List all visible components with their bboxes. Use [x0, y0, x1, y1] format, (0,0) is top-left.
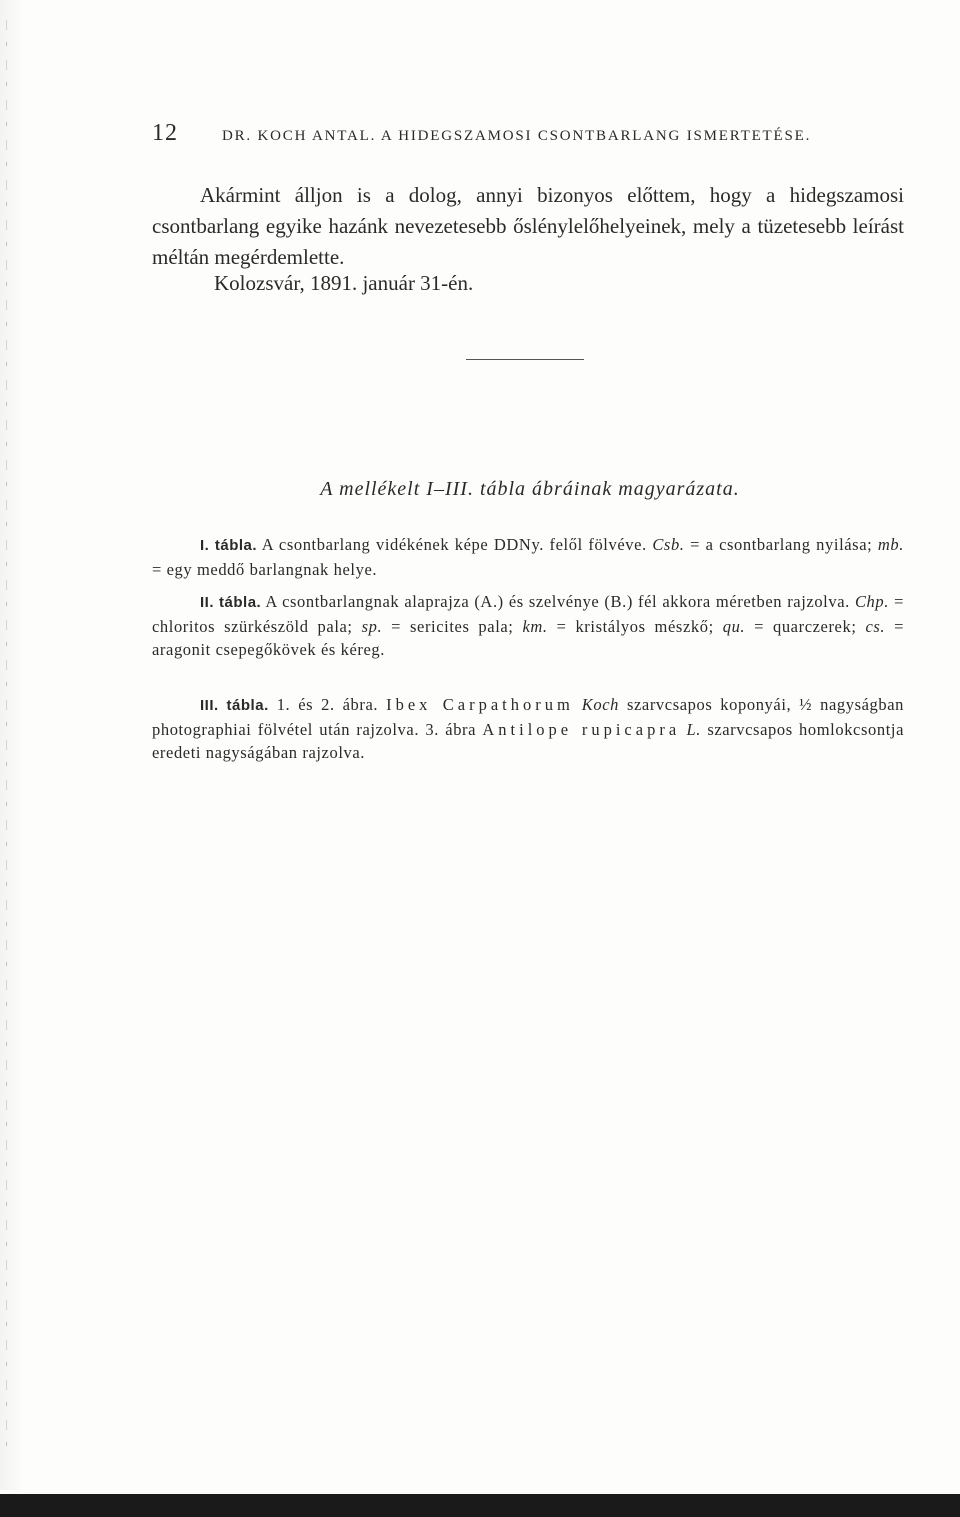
place-date-signoff: Kolozsvár, 1891. január 31-én.	[214, 271, 474, 295]
species-ibex: Ibex Carpathorum	[386, 695, 574, 714]
abbr-mb: mb.	[877, 535, 904, 554]
plate-3-text: szarvcsapos koponyái, ½ nagyságban photographiai fölvétel után rajzolva. 3. ábra	[152, 695, 904, 739]
plate-1-text: = a csontbarlang nyilása;	[684, 535, 878, 554]
plate-3-text: 1. és 2. ábra.	[268, 695, 387, 714]
page-header	[152, 120, 912, 160]
abbr-sp: sp.	[361, 616, 383, 636]
author-linnaeus: L.	[686, 719, 701, 739]
abbr-km: km.	[522, 616, 548, 636]
plate-2-legend	[152, 590, 904, 662]
plate-1-label: I. tábla.	[200, 537, 258, 554]
abbr-chp: Chp.	[854, 592, 889, 611]
closing-paragraph: Akármint álljon is a dolog, annyi bizonyos előttem, hogy a hidegszamosi csontbarlang egyike hazánk nevezetesebb őslénylelőhelyeinek, mely a tüzetesebb leírást méltán megérdemlette.	[152, 183, 904, 269]
plate-1-legend	[152, 533, 904, 581]
plate-2-text: A csontbarlangnak alaprajza (A.) és szelvénye (B.) fél akkora méretben rajzolva.	[261, 592, 855, 611]
plate-3-text	[574, 695, 582, 714]
plate-2-text: = chloritos szürkészöld pala;	[152, 592, 904, 636]
plate-1-text: A csontbarlang vidékének képe DDNy. felől fölvéve.	[257, 535, 653, 554]
species-antilope: Antilope rupicapra	[482, 719, 681, 739]
plate-3-legend	[152, 693, 904, 765]
abbr-qu: qu.	[722, 616, 746, 636]
plate-2-text: = quarczerek;	[745, 616, 866, 636]
abbr-csb: Csb.	[652, 535, 685, 554]
abbr-cs: cs.	[865, 616, 886, 636]
section-divider	[466, 359, 584, 360]
plate-2-text: = aragonit csepegőkövek és kéreg.	[152, 616, 905, 659]
plate-2-text: = kristályos mészkő;	[547, 616, 723, 636]
scan-margin	[0, 0, 20, 1490]
plate-1-text: = egy meddő barlangnak helye.	[152, 559, 378, 579]
plate-3-label: III. tábla.	[200, 697, 269, 714]
plates-explanation-heading: A mellékelt I–III. tábla ábráinak magyarázata.	[320, 478, 740, 500]
scan-binding-edge	[6, 20, 7, 1460]
scan-bottom-border	[0, 1494, 960, 1517]
plate-3-text: szarvcsapos homlokcsontja eredeti nagyságában rajzolva.	[152, 719, 904, 762]
page-number: 12	[152, 120, 178, 146]
running-head: DR. KOCH ANTAL. A HIDEGSZAMOSI CSONTBARLANG ISMERTETÉSE.	[222, 128, 812, 144]
plate-2-text: = sericites pala;	[382, 616, 523, 636]
plate-2-label: II. tábla.	[200, 594, 262, 611]
author-koch: Koch	[581, 695, 620, 714]
